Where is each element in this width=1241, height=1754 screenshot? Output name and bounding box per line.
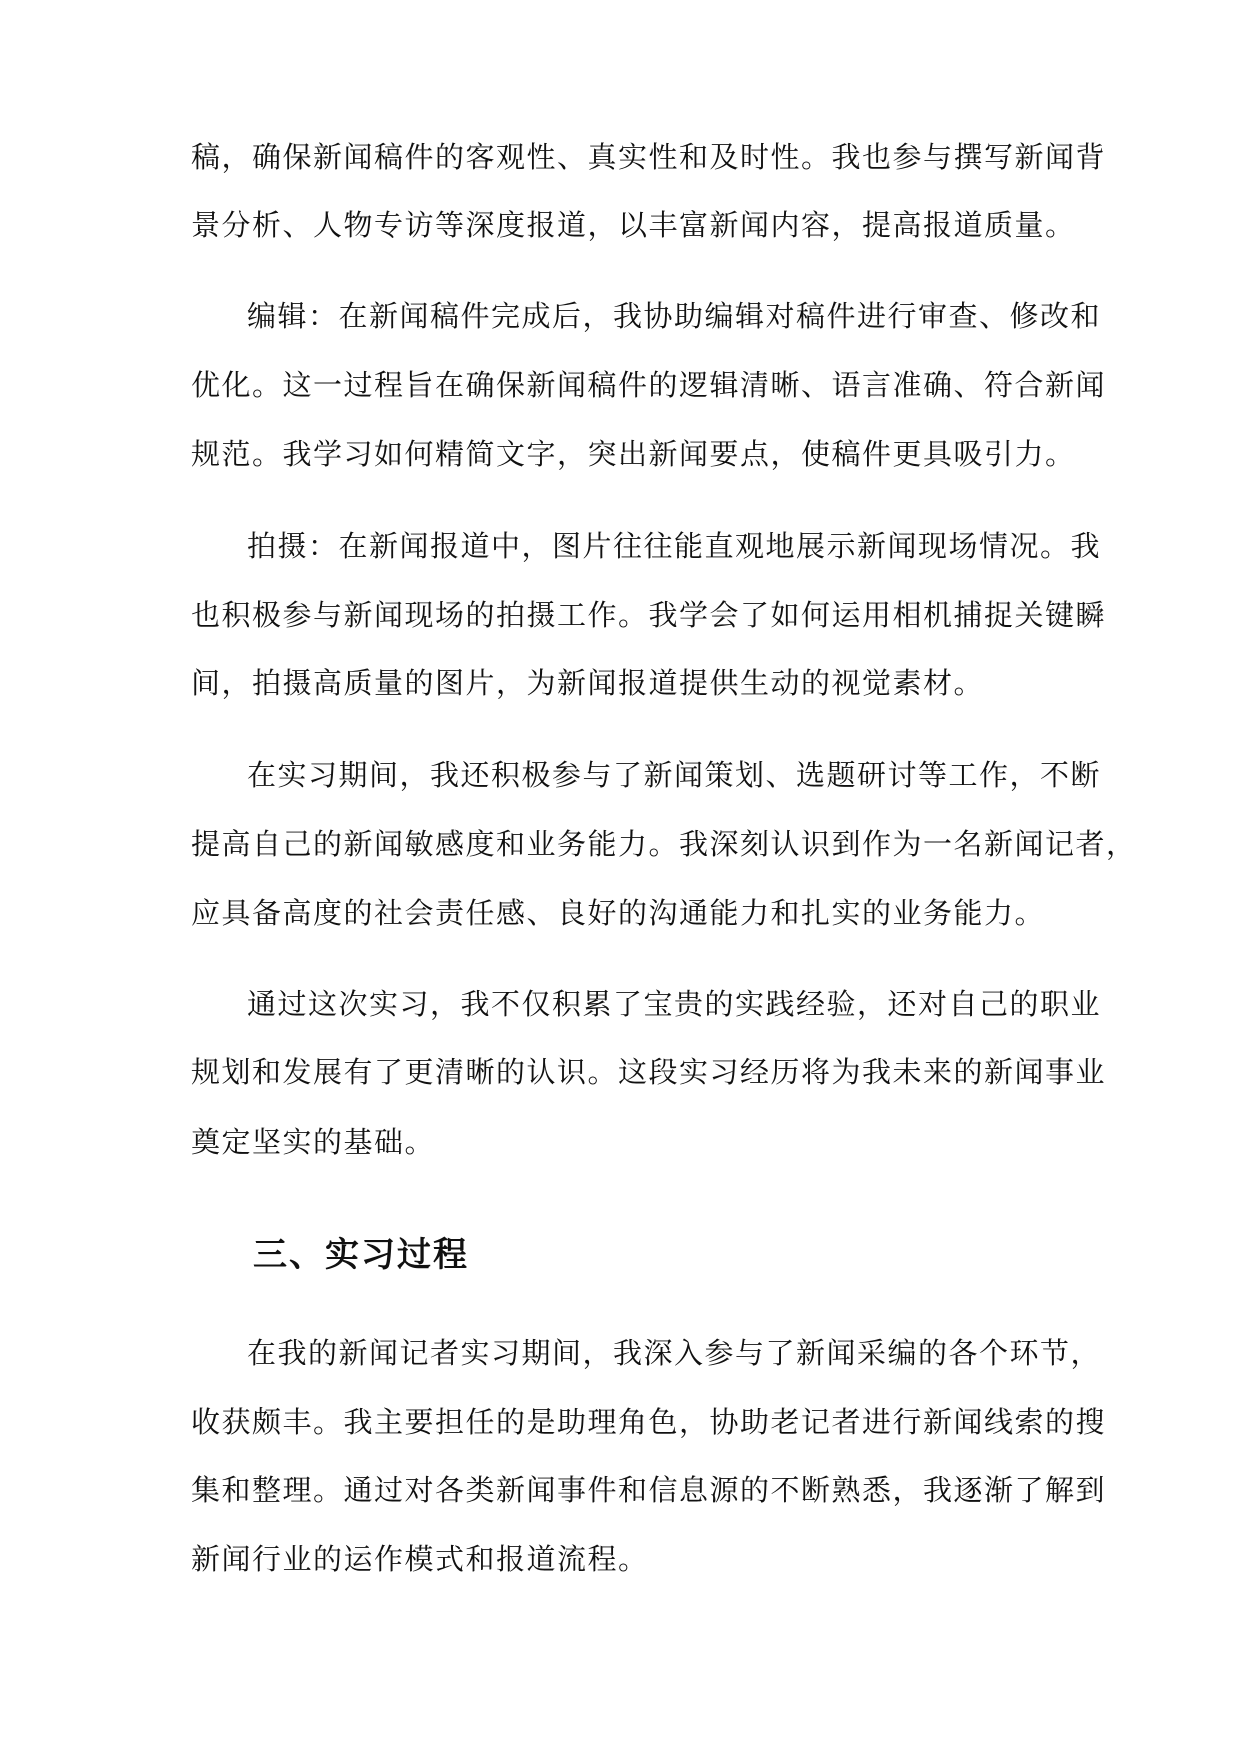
paragraph-line: 景分析、人物专访等深度报道，以丰富新闻内容，提高报道质量。 xyxy=(191,208,1076,242)
paragraph-line: 稿，确保新闻稿件的客观性、真实性和及时性。我也参与撰写新闻背 xyxy=(191,140,1107,174)
paragraph-line: 优化。这一过程旨在确保新闻稿件的逻辑清晰、语言准确、符合新闻 xyxy=(191,368,1107,402)
paragraph-line: 规划和发展有了更清晰的认识。这段实习经历将为我未来的新闻事业 xyxy=(191,1055,1107,1089)
paragraph-line: 也积极参与新闻现场的拍摄工作。我学会了如何运用相机捕捉关键瞬 xyxy=(191,598,1107,632)
paragraph-line: 规范。我学习如何精简文字，突出新闻要点，使稿件更具吸引力。 xyxy=(191,437,1076,471)
paragraph-line: 提高自己的新闻敏感度和业务能力。我深刻认识到作为一名新闻记者， xyxy=(191,827,1137,861)
paragraph-line: 在我的新闻记者实习期间，我深入参与了新闻采编的各个环节， xyxy=(247,1336,1102,1370)
paragraph-line: 编辑：在新闻稿件完成后，我协助编辑对稿件进行审查、修改和 xyxy=(247,299,1102,333)
section-heading: 三、实习过程 xyxy=(253,1235,469,1275)
paragraph-line: 在实习期间，我还积极参与了新闻策划、选题研讨等工作，不断 xyxy=(247,758,1102,792)
paragraph-line: 间，拍摄高质量的图片，为新闻报道提供生动的视觉素材。 xyxy=(191,666,985,700)
paragraph-line: 通过这次实习，我不仅积累了宝贵的实践经验，还对自己的职业 xyxy=(247,987,1102,1021)
paragraph-line: 收获颇丰。我主要担任的是助理角色，协助老记者进行新闻线索的搜 xyxy=(191,1405,1107,1439)
paragraph-line: 应具备高度的社会责任感、良好的沟通能力和扎实的业务能力。 xyxy=(191,896,1046,930)
paragraph-line: 奠定坚实的基础。 xyxy=(191,1125,436,1159)
paragraph-line: 新闻行业的运作模式和报道流程。 xyxy=(191,1542,649,1576)
paragraph-line: 集和整理。通过对各类新闻事件和信息源的不断熟悉，我逐渐了解到 xyxy=(191,1473,1107,1507)
paragraph-line: 拍摄：在新闻报道中，图片往往能直观地展示新闻现场情况。我 xyxy=(247,529,1102,563)
